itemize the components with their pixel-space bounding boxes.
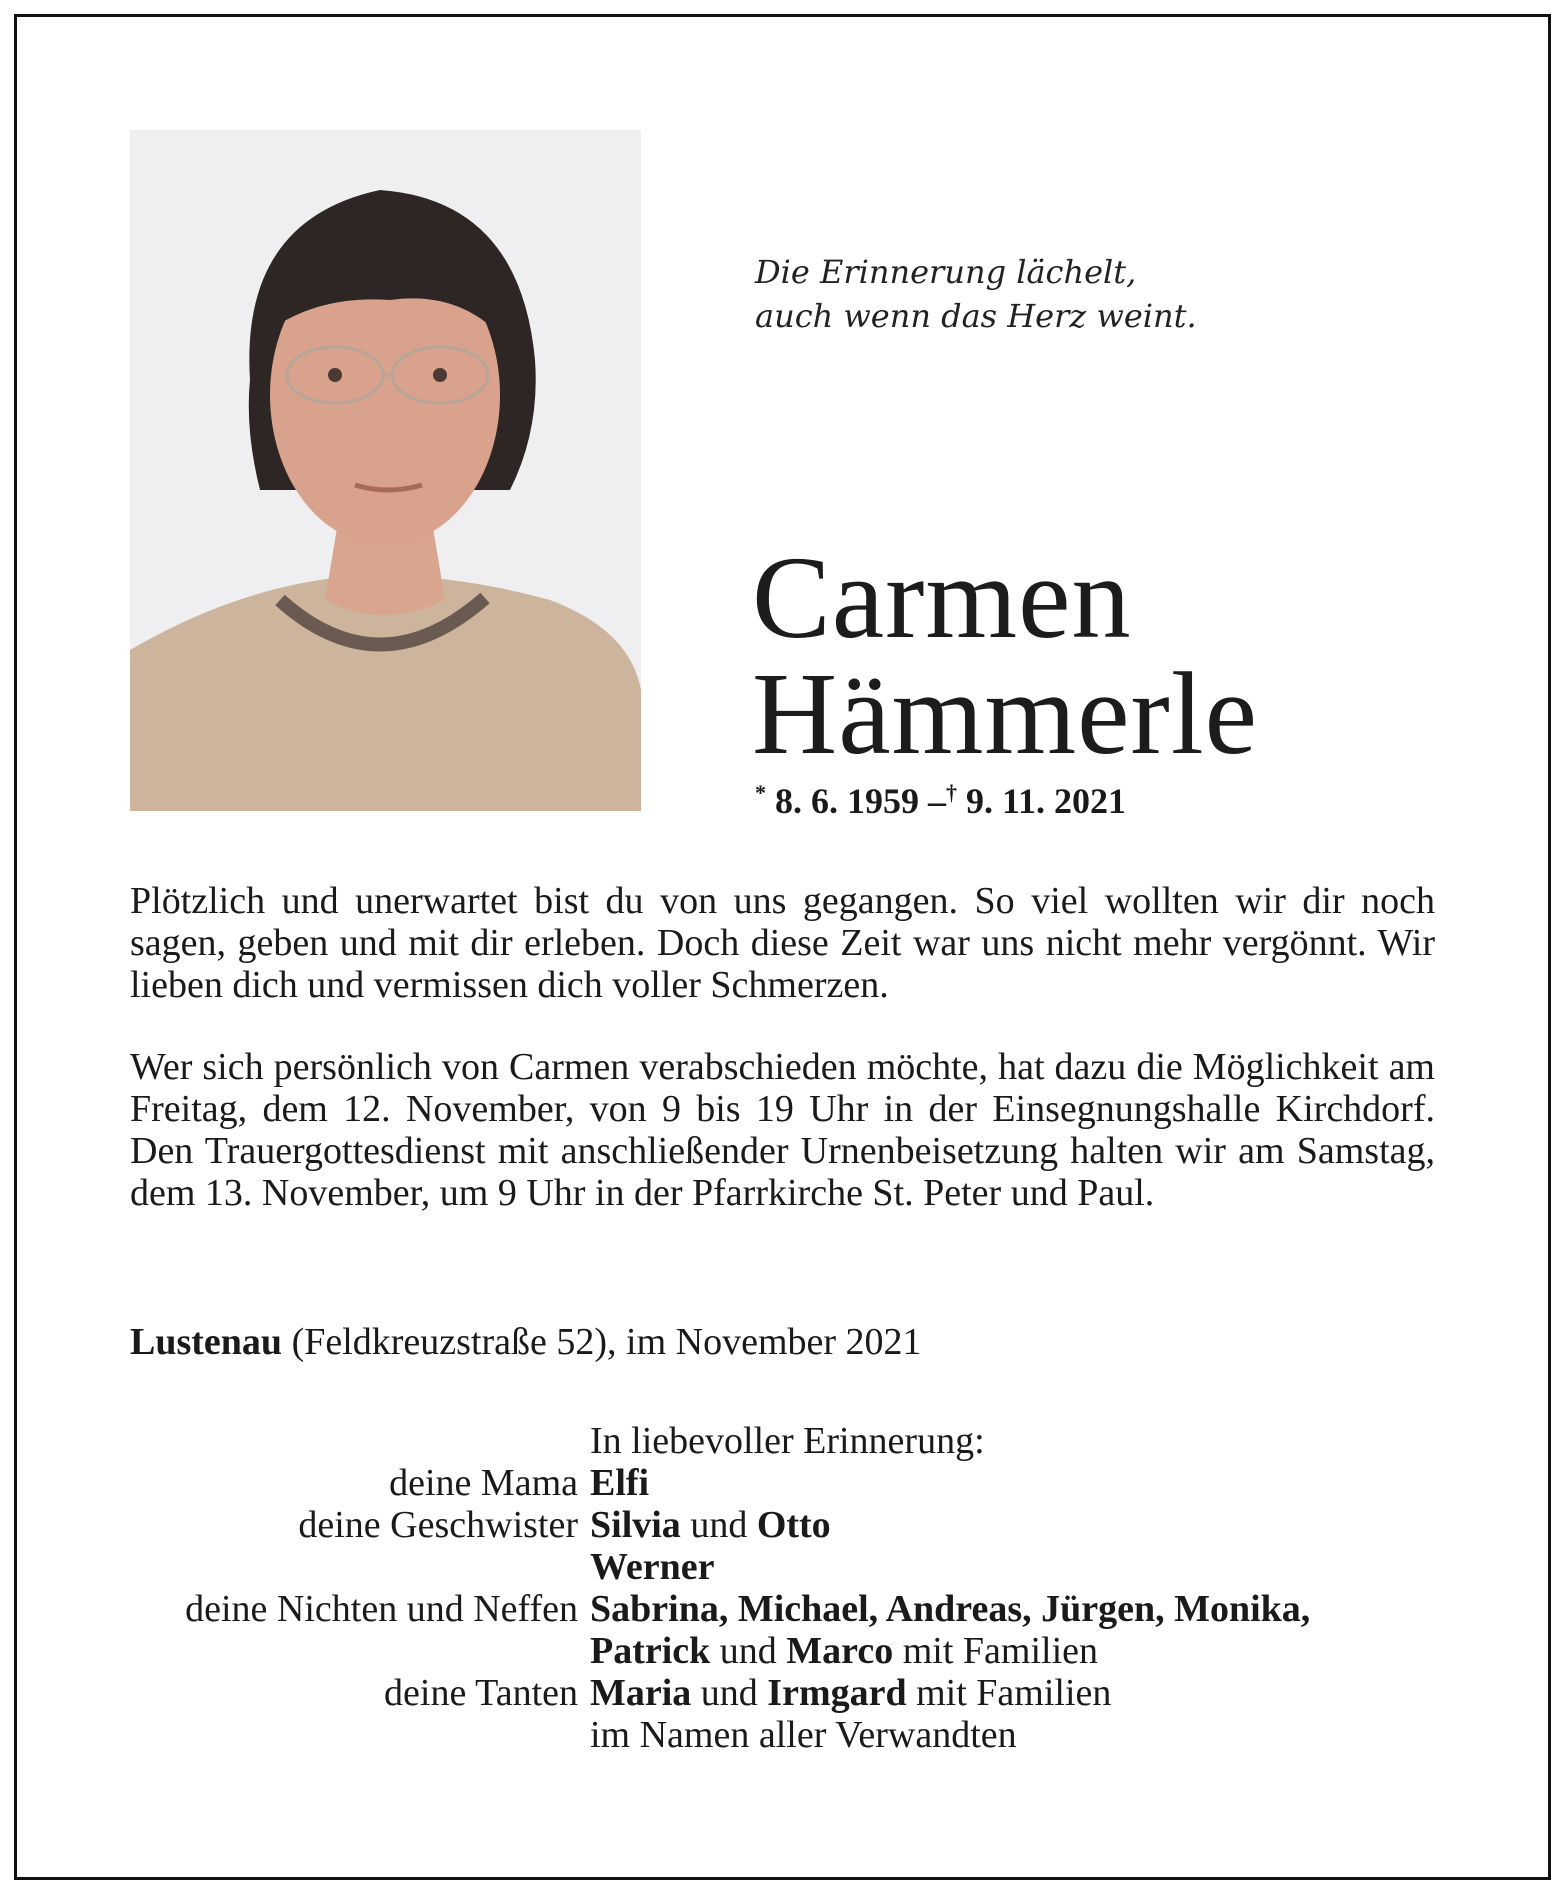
mourner-row-nieces-cont: [130, 1630, 1450, 1672]
deceased-name: [752, 532, 1258, 779]
quote-line-1: Die Erinnerung lächelt,: [755, 253, 1137, 291]
mourner-name: Werner: [590, 1546, 715, 1588]
mourner-row-nieces: [130, 1588, 1450, 1630]
place-and-date: [130, 1320, 922, 1364]
paragraph-service-info: Wer sich persönlich von Carmen verabschieden möchte, hat dazu die Möglichkeit am Freitag, dem 12. November, von 9 bis 19 Uhr in der Einsegnungshalle Kirchdorf. Den Trauergottesdienst mit anschließender Urnenbeisetzung halten wir am Samstag, dem 13. November, um 9 Uhr in der Pfarrkirche St. Peter und Paul.: [130, 1046, 1435, 1214]
birth-symbol: *: [755, 780, 766, 805]
relation-label: deine Mama: [389, 1462, 578, 1504]
memorial-quote: [755, 250, 1197, 338]
relation-label: deine Tanten: [384, 1672, 578, 1714]
mourner-name: Maria: [590, 1672, 692, 1714]
mourner-row-aunts: [130, 1672, 1450, 1714]
town-name: Lustenau: [130, 1321, 283, 1363]
death-date: 9. 11. 2021: [966, 781, 1127, 821]
mourner-row-mama: [130, 1462, 1450, 1504]
closing-line: im Namen aller Verwandten: [590, 1714, 1017, 1756]
mourners-heading-row: [130, 1420, 1450, 1462]
mourner-row-siblings: [130, 1504, 1450, 1546]
mourner-name: Patrick: [590, 1630, 711, 1672]
life-dates: [755, 780, 1126, 822]
families-note: mit Familien: [902, 1630, 1098, 1672]
mourner-row-siblings-cont: [130, 1546, 1450, 1588]
death-symbol: †: [946, 780, 957, 805]
portrait-photo: [130, 130, 641, 811]
birth-date: 8. 6. 1959: [775, 781, 919, 821]
conjunction: und: [719, 1630, 777, 1672]
address-and-month: (Feldkreuzstraße 52), im November 2021: [282, 1321, 922, 1363]
families-note: mit Familien: [916, 1672, 1112, 1714]
date-separator: –: [928, 781, 946, 821]
quote-line-2: auch wenn das Herz weint.: [755, 297, 1197, 335]
mourner-name: Silvia: [590, 1504, 681, 1546]
first-name: Carmen: [752, 532, 1132, 663]
last-name: Hämmerle: [752, 648, 1258, 779]
mourner-name: Otto: [756, 1504, 831, 1546]
mourner-name: Irmgard: [767, 1672, 907, 1714]
mourners-heading: In liebevoller Erinnerung:: [590, 1420, 985, 1462]
relation-label: deine Geschwister: [298, 1504, 578, 1546]
relation-label: deine Nichten und Neffen: [185, 1588, 578, 1630]
mourner-name: Elfi: [590, 1462, 650, 1504]
mourner-names: Sabrina, Michael, Andreas, Jürgen, Monika,: [590, 1588, 1311, 1630]
mourners-list: [130, 1420, 1450, 1756]
conjunction: und: [690, 1504, 748, 1546]
conjunction: und: [700, 1672, 758, 1714]
mourner-name: Marco: [786, 1630, 894, 1672]
paragraph-farewell: Plötzlich und unerwartet bist du von uns gegangen. So viel wollten wir dir noch sagen, geben und mit dir erleben. Doch diese Zeit war uns nicht mehr vergönnt. Wir lieben dich und vermissen dich voller Schmerzen.: [130, 880, 1435, 1006]
mourner-row-closing: [130, 1714, 1450, 1756]
